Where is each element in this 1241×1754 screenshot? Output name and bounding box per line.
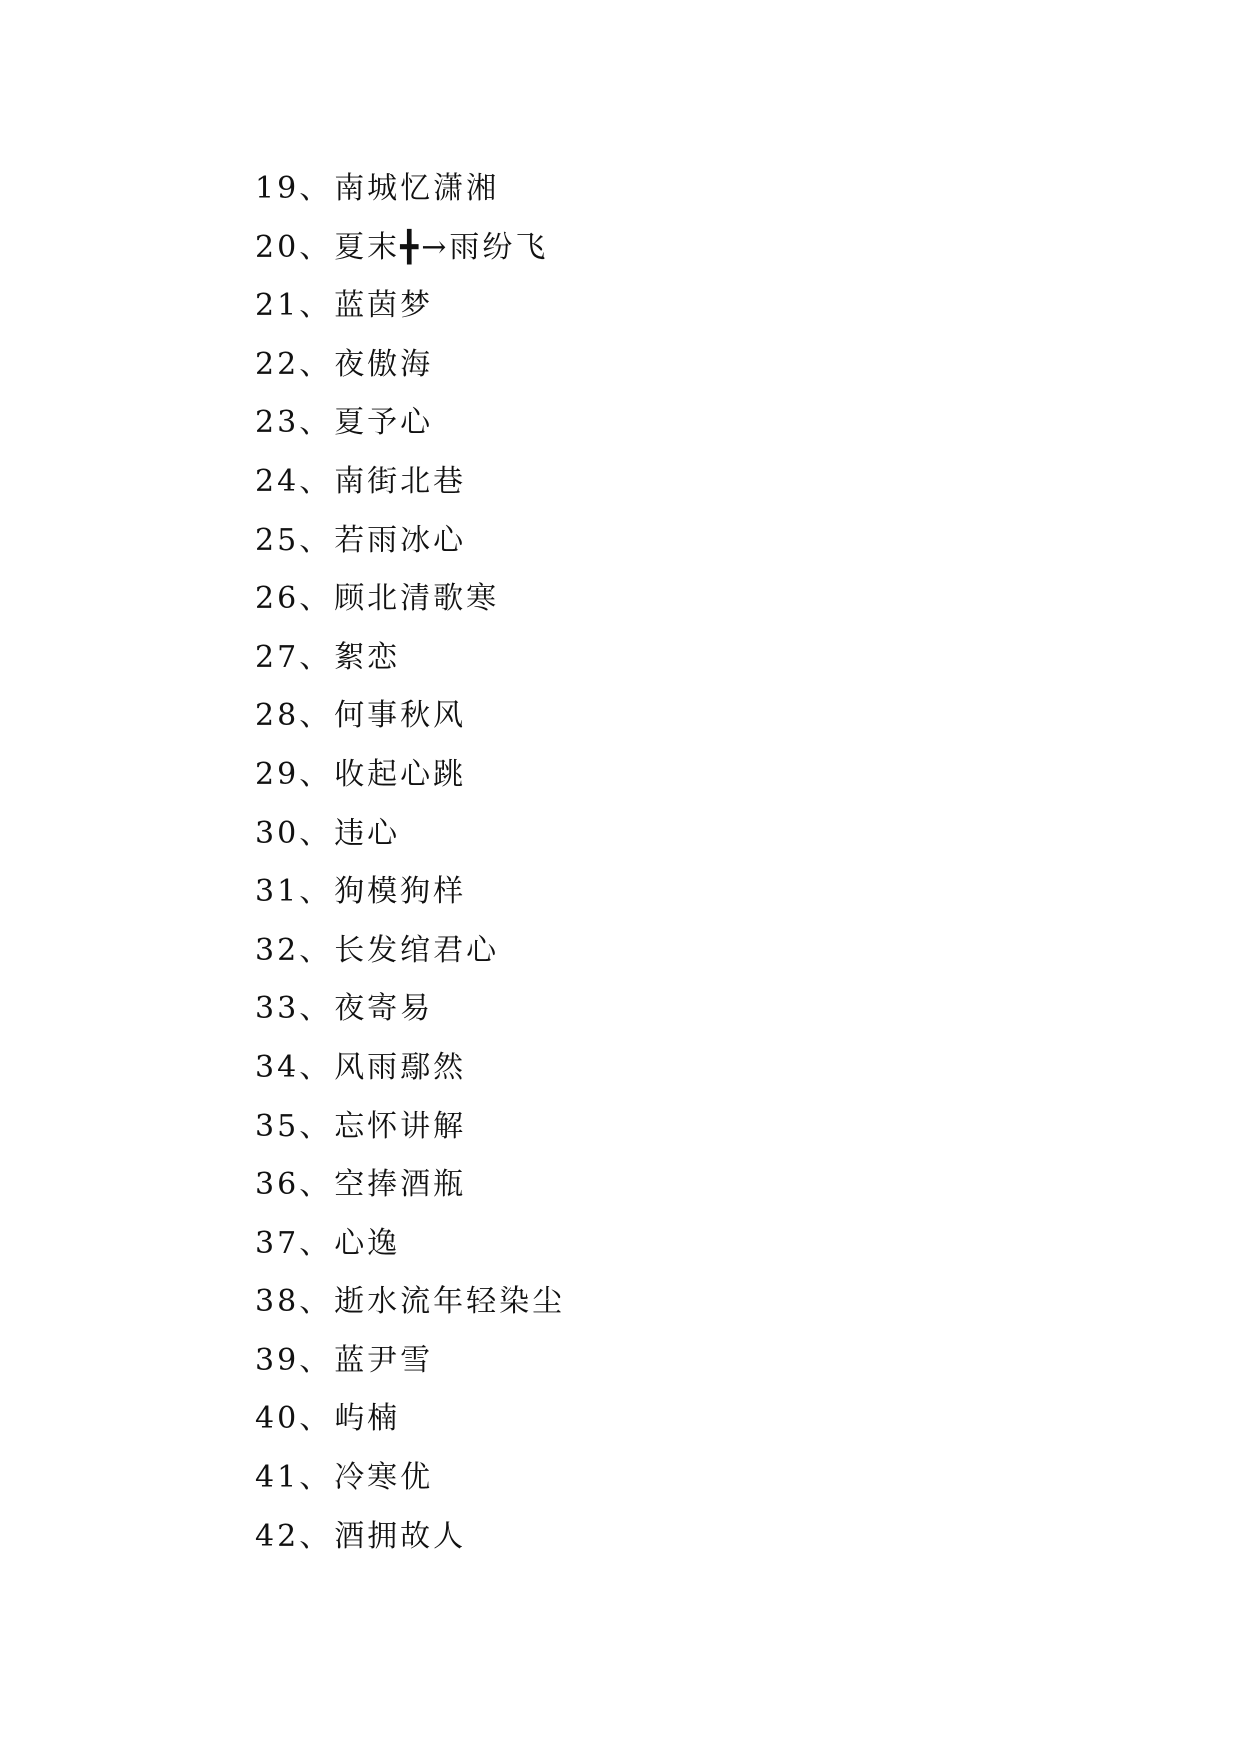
item-separator: 、: [299, 1460, 333, 1496]
list-item: [255, 570, 565, 629]
item-text: 夏予心: [334, 405, 434, 441]
list-item: [255, 1215, 565, 1274]
list-item: [255, 512, 565, 571]
item-separator: 、: [299, 1342, 333, 1378]
item-separator: 、: [299, 815, 333, 851]
item-number: 28: [255, 698, 300, 734]
list-item: [255, 1156, 565, 1215]
item-text: 何事秋风: [334, 698, 467, 734]
list-item: [255, 160, 565, 219]
item-text: 逝水流年轻染尘: [334, 1284, 566, 1320]
item-number: 26: [255, 581, 300, 617]
item-number: 40: [255, 1401, 300, 1437]
list-item: [255, 1098, 565, 1157]
item-separator: 、: [299, 229, 333, 265]
item-separator: 、: [299, 1167, 333, 1203]
item-text: 酒拥故人: [334, 1518, 467, 1554]
item-text: 南城忆潇湘: [334, 171, 500, 206]
list-item: [255, 746, 565, 805]
list-item: [255, 863, 565, 922]
list-item: [255, 922, 565, 981]
item-number: 33: [255, 991, 300, 1027]
item-number: 42: [255, 1518, 300, 1554]
item-text: 收起心跳: [334, 756, 467, 792]
list-item: [255, 1273, 565, 1332]
item-separator: 、: [299, 522, 333, 558]
item-separator: 、: [299, 1401, 333, 1437]
item-separator: 、: [299, 346, 333, 382]
item-number: 29: [255, 756, 300, 792]
list-item: [255, 1039, 565, 1098]
item-separator: 、: [299, 463, 333, 499]
item-number: 25: [255, 522, 300, 558]
item-text: 夜寄易: [334, 991, 434, 1027]
item-separator: 、: [299, 405, 333, 441]
item-text: 蓝尹雪: [334, 1342, 434, 1378]
item-text: 夏末╋→雨纷飞: [334, 229, 549, 265]
item-separator: 、: [299, 1225, 333, 1261]
list-item: [255, 1449, 565, 1508]
list-item: [255, 1508, 565, 1567]
list-item: [255, 687, 565, 746]
item-number: 36: [255, 1167, 300, 1203]
item-number: 30: [255, 815, 300, 851]
item-number: 20: [255, 229, 300, 265]
item-number: 34: [255, 1049, 300, 1085]
item-text: 夜傲海: [334, 346, 434, 382]
list-item: [255, 805, 565, 864]
item-number: 21: [255, 288, 300, 324]
item-number: 24: [255, 463, 300, 499]
item-separator: 、: [299, 874, 333, 910]
item-number: 32: [255, 932, 300, 968]
item-number: 41: [255, 1460, 300, 1496]
item-text: 风雨鄢然: [334, 1049, 467, 1085]
item-number: 38: [255, 1284, 300, 1320]
item-text: 心逸: [334, 1225, 401, 1261]
item-number: 19: [255, 171, 300, 206]
list-item: [255, 1332, 565, 1391]
list-item: [255, 1390, 565, 1449]
item-number: 22: [255, 346, 300, 382]
item-text: 长发绾君心: [334, 932, 500, 968]
item-text: 狗模狗样: [334, 874, 467, 910]
list-item: [255, 629, 565, 688]
item-separator: 、: [299, 1518, 333, 1554]
item-separator: 、: [299, 171, 333, 206]
list-item: [255, 453, 565, 512]
item-separator: 、: [299, 756, 333, 792]
item-text: 空捧酒瓶: [334, 1167, 467, 1203]
item-separator: 、: [299, 1108, 333, 1144]
item-text: 冷寒优: [334, 1460, 434, 1496]
list-item: [255, 219, 565, 278]
item-number: 39: [255, 1342, 300, 1378]
item-number: 31: [255, 874, 300, 910]
item-separator: 、: [299, 1049, 333, 1085]
name-list: [255, 160, 565, 1566]
item-separator: 、: [299, 1284, 333, 1320]
list-item: [255, 394, 565, 453]
item-text: 絮恋: [334, 639, 401, 675]
item-separator: 、: [299, 698, 333, 734]
item-text: 顾北清歌寒: [334, 581, 500, 617]
item-number: 37: [255, 1225, 300, 1261]
item-number: 27: [255, 639, 300, 675]
item-separator: 、: [299, 639, 333, 675]
item-text: 违心: [334, 815, 401, 851]
item-text: 蓝茵梦: [334, 288, 434, 324]
item-text: 屿楠: [334, 1401, 401, 1437]
item-separator: 、: [299, 991, 333, 1027]
list-item: [255, 277, 565, 336]
item-separator: 、: [299, 932, 333, 968]
item-text: 南街北巷: [334, 463, 467, 499]
item-separator: 、: [299, 288, 333, 324]
item-number: 23: [255, 405, 300, 441]
item-text: 若雨冰心: [334, 522, 467, 558]
item-separator: 、: [299, 581, 333, 617]
item-number: 35: [255, 1108, 300, 1144]
list-item: [255, 336, 565, 395]
list-item: [255, 980, 565, 1039]
item-text: 忘怀讲解: [334, 1108, 467, 1144]
